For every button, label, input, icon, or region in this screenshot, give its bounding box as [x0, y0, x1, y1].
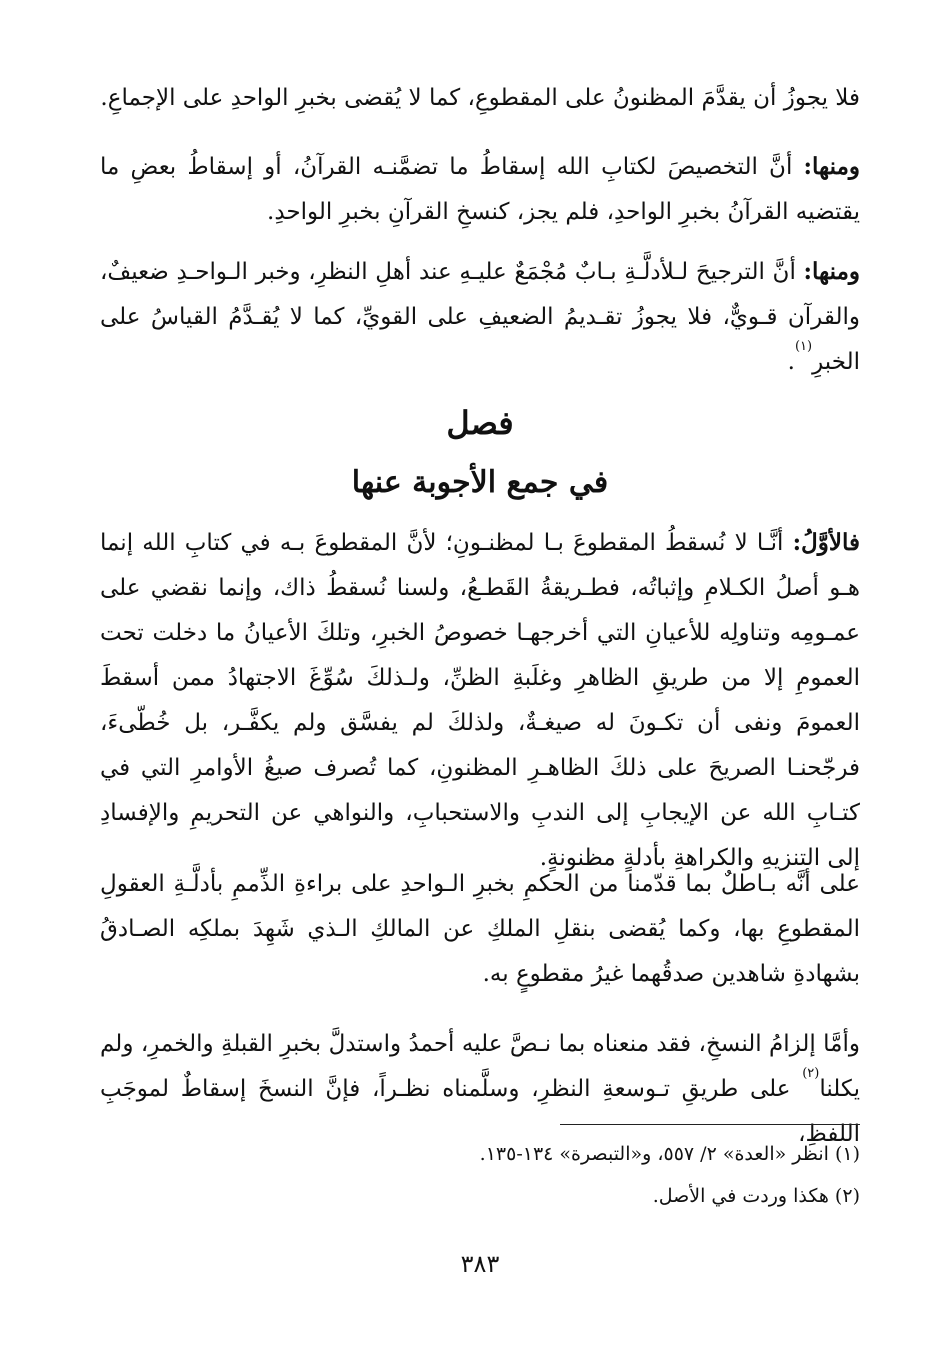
paragraph-text: فلا يجوزُ أن يقدَّمَ المظنونُ على المقطوعِ، كما لا يُقضى بخبرِ الواحدِ على الإجماعِ.	[100, 85, 860, 111]
paragraph-text: على أنَّه بـاطلٌ بما قدّمنا من الحكمِ بخبرِ الـواحدِ على براءةِ الذِّممِ بأدلَّـةِ العقولِ المقطوعِ بها، وكما يُقضى بنقلِ الملكِ عن المالكِ الـذي شَهِدَ بملكِه الصـادقُ بشهادةِ شاهدين صدقُهما غيرُ مقطوعٍ به.	[100, 871, 860, 987]
paragraph-tail: .	[787, 349, 795, 375]
footnote-divider	[560, 1124, 860, 1125]
paragraph-6	[100, 1022, 860, 1157]
paragraph-text: وأمَّا إلزامُ النسخِ، فقد منعناه بما نـصَّ عليه أحمدُ واستدلَّ بخبرِ القبلةِ والخمرِ، ولم يكلنا	[100, 1031, 860, 1102]
paragraph-4	[100, 520, 860, 881]
paragraph-text: أنَّـا لا نُسقطُ المقطوعَ بـا لمظنـونِ؛ لأنَّ المقطوعَ بـه في كتابِ الله إنما هـو أصلُ الكـلامِ وإثباتُه، فطـريقةُ القَطـعُ، ولسنا نُسقطُ ذاك، وإنما نقضي على عمـومِه وتناولِه للأعيانِ التي أخرجهـا خصوصُ الخبرِ، وتلكَ الأعيانُ ما دخلت تحت العمومِ إلا من طريقِ الظاهرِ وغلَبةِ الظنِّ، ولـذلكَ سُوِّغَ الاجتهادُ ممن أسقطَ العمومَ ونفى أن تكـونَ له صيغـةٌ، ولذلكَ لم يفسَّق ولم يكفَّـر، بل خُطّىءَ، فرجّحنـا الصريحَ على ذلكَ الظاهـرِ المظنونِ، كما تُصرف صيغُ الأوامرِ التي في كتـابِ الله عن الإيجابِ إلى الندبِ والاستحبابِ، والنواهي عن التحريمِ والإفسادِ إلى التنزيهِ والكراهةِ بأدلةٍ مظنونةٍ.	[100, 530, 860, 871]
paragraph-tail: على طريقِ تـوسعةِ النظرِ، وسلَّمناه نظـراً، فإنَّ النسخَ إسقاطٌ لموجَبِ اللفظِ،	[100, 1076, 860, 1147]
section-title: فصل	[446, 404, 514, 442]
footnote-2: (٢) هكذا وردت في الأصل.	[652, 1185, 860, 1207]
paragraph-lead: ومنها:	[803, 258, 860, 285]
footnote-ref-2[interactable]: (٢)	[802, 1066, 820, 1081]
footnote-1: (١) انظر «العدة» ٢/ ٥٥٧، و«التبصرة» ١٣٤-١٣٥.	[479, 1143, 860, 1165]
paragraph-2	[100, 144, 860, 235]
footnote-ref-1[interactable]: (١)	[794, 339, 813, 354]
paragraph-text: أنَّ التخصيصَ لكتابِ الله إسقاطُ ما تضمَّنـه القرآنُ، أو إسقاطُ بعضِ ما يقتضيه القرآنُ بخبرِ الواحدِ، فلم يجز، كنسخِ القرآنِ بخبرِ الواحدِ.	[100, 154, 860, 225]
paragraph-1	[100, 76, 860, 121]
section-subtitle: في جمع الأجوبة عنها	[351, 465, 609, 500]
paragraph-lead: فالأوَّلُ:	[792, 529, 860, 556]
paragraph-lead: ومنها:	[803, 153, 860, 180]
paragraph-5	[100, 862, 860, 997]
page-number: ٣٨٣	[460, 1250, 500, 1278]
paragraph-text: أنَّ الترجيحَ لـلأدلَّـةِ بـابٌ مُجْمَعٌ عليـهِ عند أهلِ النظرِ، وخبر الـواحـدِ ضعيفٌ، والقرآن قـويٌّ، فلا يجوزُ تقـديمُ الضعيفِ على القويِّ، كما لا يُقـدَّمُ القياسُ على الخبرِ	[100, 259, 860, 375]
paragraph-3	[100, 249, 860, 385]
